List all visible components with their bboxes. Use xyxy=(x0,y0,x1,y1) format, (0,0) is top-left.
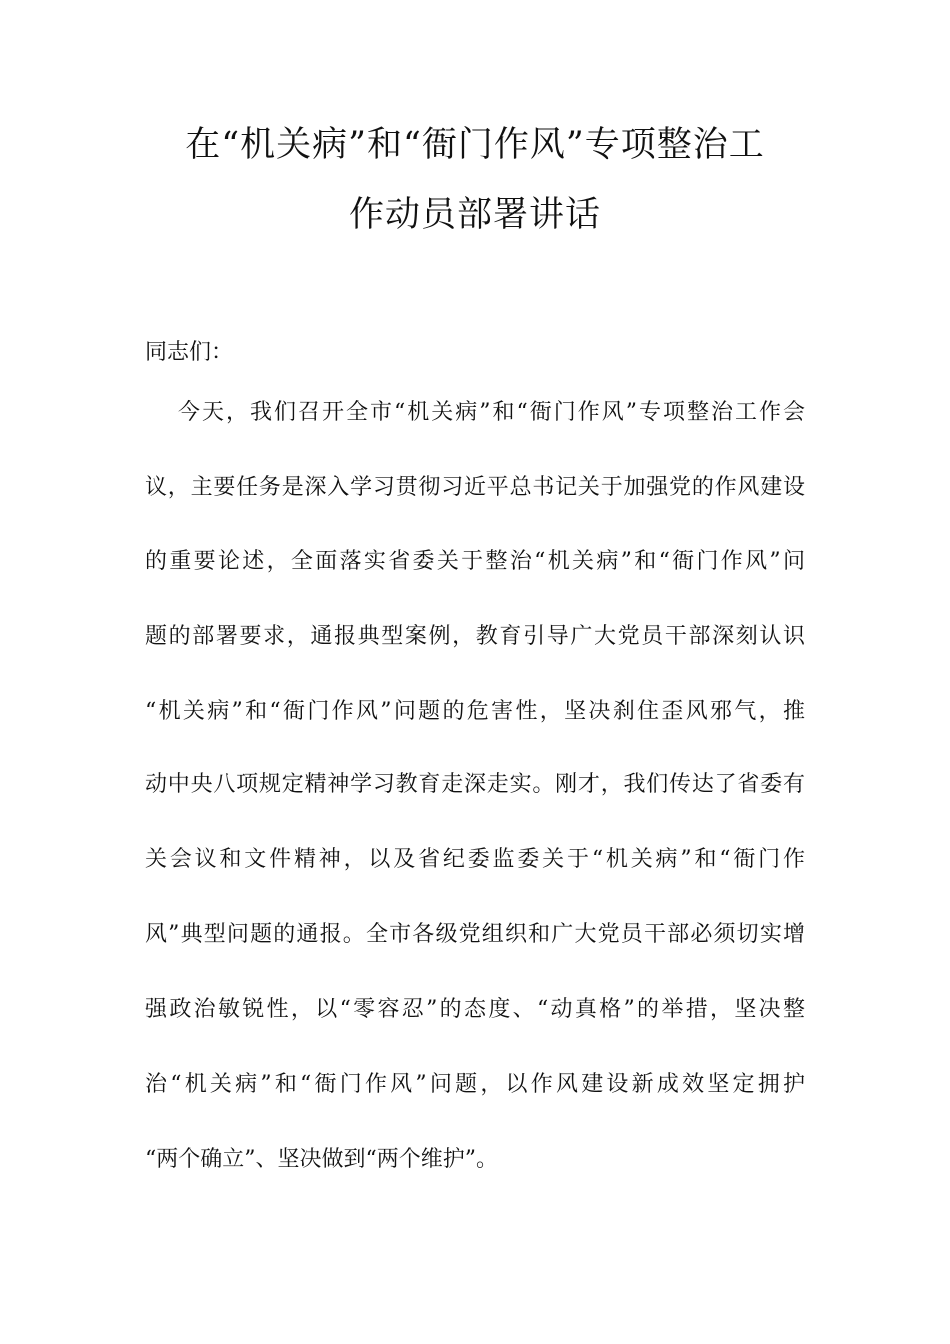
paragraph-line: 议，主要任务是深入学习贯彻习近平总书记关于加强党的作风建设 xyxy=(145,475,805,500)
paragraph-line: 今天，我们召开全市“机关病”和“衙门作风”专项整治工作会 xyxy=(178,400,805,425)
paragraph-line: “机关病”和“衙门作风”问题的危害性，坚决刹住歪风邪气，推 xyxy=(145,699,805,724)
greeting: 同志们： xyxy=(145,340,234,365)
paragraph-line: 题的部署要求，通报典型案例，教育引导广大党员干部深刻认识 xyxy=(145,624,805,649)
paragraph-line: 的重要论述，全面落实省委关于整治“机关病”和“衙门作风”问 xyxy=(145,549,805,574)
document-title-line-2: 作动员部署讲话 xyxy=(348,195,601,235)
paragraph-line: 动中央八项规定精神学习教育走深走实。刚才，我们传达了省委有 xyxy=(145,772,805,797)
paragraph-line: 强政治敏锐性，以“零容忍”的态度、“动真格”的举措，坚决整 xyxy=(145,997,805,1022)
paragraph-line: “两个确立”、坚决做到“两个维护”。 xyxy=(145,1147,498,1172)
document-title-line-1: 在“机关病”和“衙门作风”专项整治工 xyxy=(185,125,765,165)
paragraph-line: 治“机关病”和“衙门作风”问题，以作风建设新成效坚定拥护 xyxy=(145,1072,805,1097)
paragraph-line: 风”典型问题的通报。全市各级党组织和广大党员干部必须切实增 xyxy=(145,922,805,947)
paragraph-line: 关会议和文件精神，以及省纪委监委关于“机关病”和“衙门作 xyxy=(145,847,805,872)
